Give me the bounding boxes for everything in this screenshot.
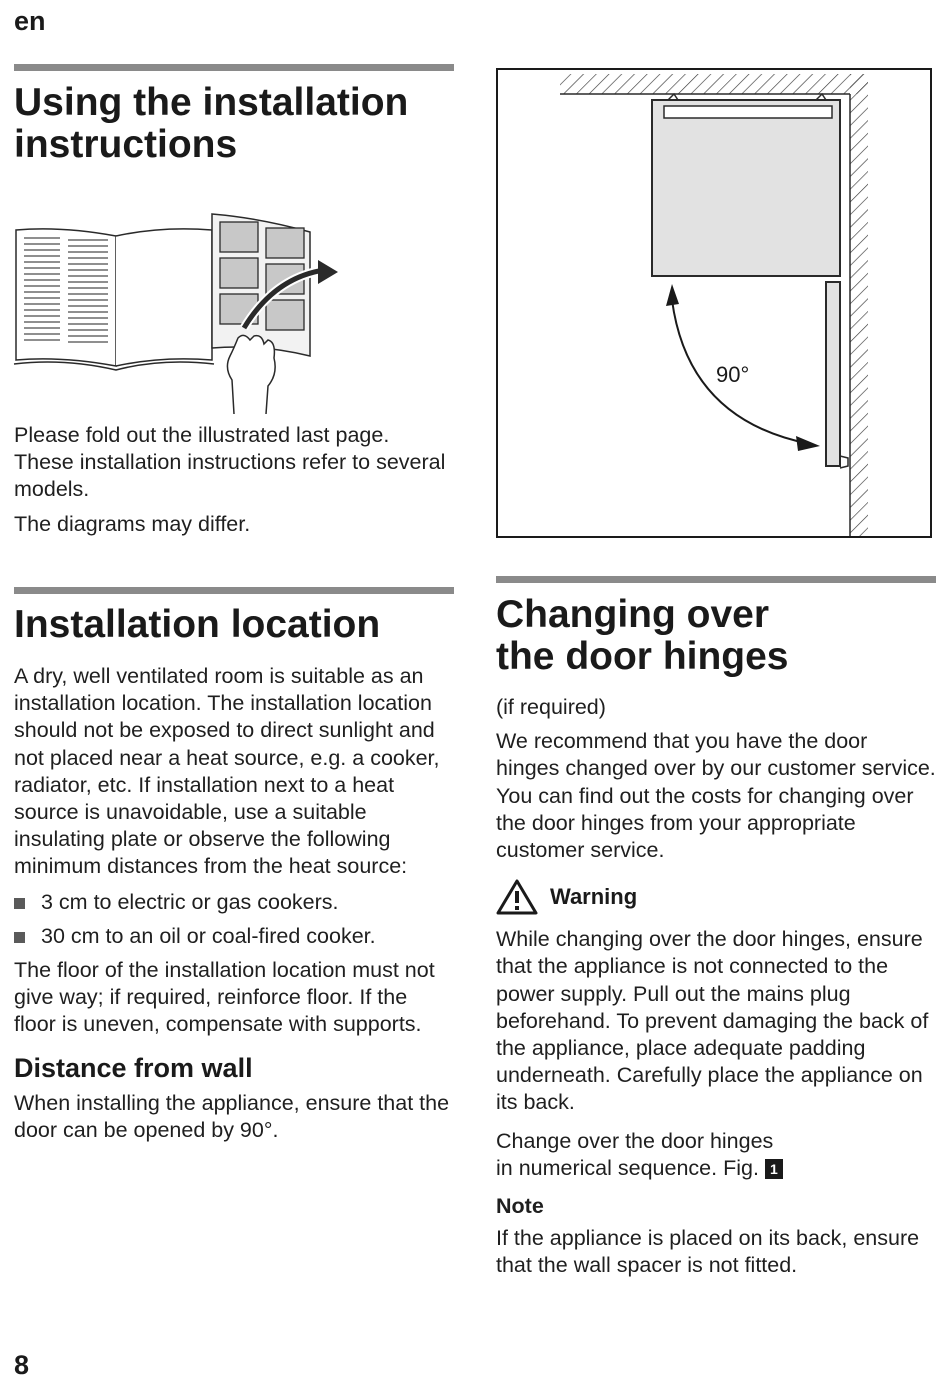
page-number: 8 (14, 1350, 30, 1380)
change-instruction-line1: Change over the door hinges (496, 1128, 774, 1153)
warning-heading (496, 878, 936, 916)
section-title-location: Installation location (14, 603, 381, 646)
usage-paragraph-2: The diagrams may differ. (14, 511, 251, 536)
change-instruction-line2: in numerical sequence. Fig. (496, 1155, 759, 1180)
section-title-usage: Using the installation instructions (14, 81, 409, 166)
location-text-block (14, 663, 454, 1144)
distance-from-wall-text: When installing the appliance, ensure that the door can be opened by 90°. (14, 1090, 450, 1142)
hinges-paragraph: We recommend that you have the door hinges changed over by our customer service. You can find out the costs for changing over the door hinges from your appropriate customer service. (496, 729, 936, 863)
warning-triangle-icon (496, 878, 538, 916)
usage-paragraph-1: Please fold out the illustrated last page. These installation instructions refer to several models. (14, 423, 446, 502)
section-rule-usage (14, 64, 454, 71)
figure-number-badge: 1 (765, 1159, 783, 1179)
bullet-text: 30 cm to an oil or coal-fired cooker. (41, 923, 376, 948)
note-label: Note (496, 1194, 544, 1219)
note-text: If the appliance is placed on its back, ensure that the wall spacer is not fitted. (496, 1226, 920, 1278)
language-code: en (14, 6, 46, 36)
warning-text: While changing over the door hinges, ensure that the appliance is not connected to the power supply. Pull out the mains plug beforehand. To prevent damaging the back of the appliance, place adequate padding underneath. Carefully place the appliance on its back. (496, 927, 929, 1115)
floor-paragraph: The floor of the installation location must not give way; if required, reinforce floor. If the floor is uneven, compensate with supports. (14, 958, 435, 1037)
bullet-square-icon (14, 932, 25, 943)
bullet-square-icon (14, 898, 25, 909)
section-title-hinges (496, 594, 936, 678)
hinges-text-block (496, 694, 936, 1280)
change-instruction (496, 1128, 936, 1182)
door-opening-illustration (498, 70, 930, 536)
distance-from-wall-heading: Distance from wall (14, 1052, 253, 1083)
section-title-hinges-line1: Changing over (496, 593, 770, 636)
bullet-item (14, 923, 454, 950)
section-rule-location (14, 587, 454, 594)
door-angle-label: 90° (716, 362, 750, 387)
section-rule-hinges (496, 576, 936, 583)
hinges-subtitle: (if required) (496, 695, 606, 719)
bullet-item (14, 889, 454, 916)
fold-out-booklet-illustration (12, 208, 342, 418)
location-intro: A dry, well ventilated room is suitable as an installation location. The installation location should not be exposed to direct sunlight and not placed near a heat source, e.g. a cooker, radiator, etc. If installation next to a heat source is unavoidable, use a suitable insulating plate or observe the following minimum distances from the heat source: (14, 664, 440, 879)
section-title-hinges-line2: the door hinges (496, 635, 789, 678)
warning-label: Warning (550, 884, 638, 910)
usage-text-block (14, 422, 454, 538)
bullet-text: 3 cm to electric or gas cookers. (41, 889, 339, 914)
